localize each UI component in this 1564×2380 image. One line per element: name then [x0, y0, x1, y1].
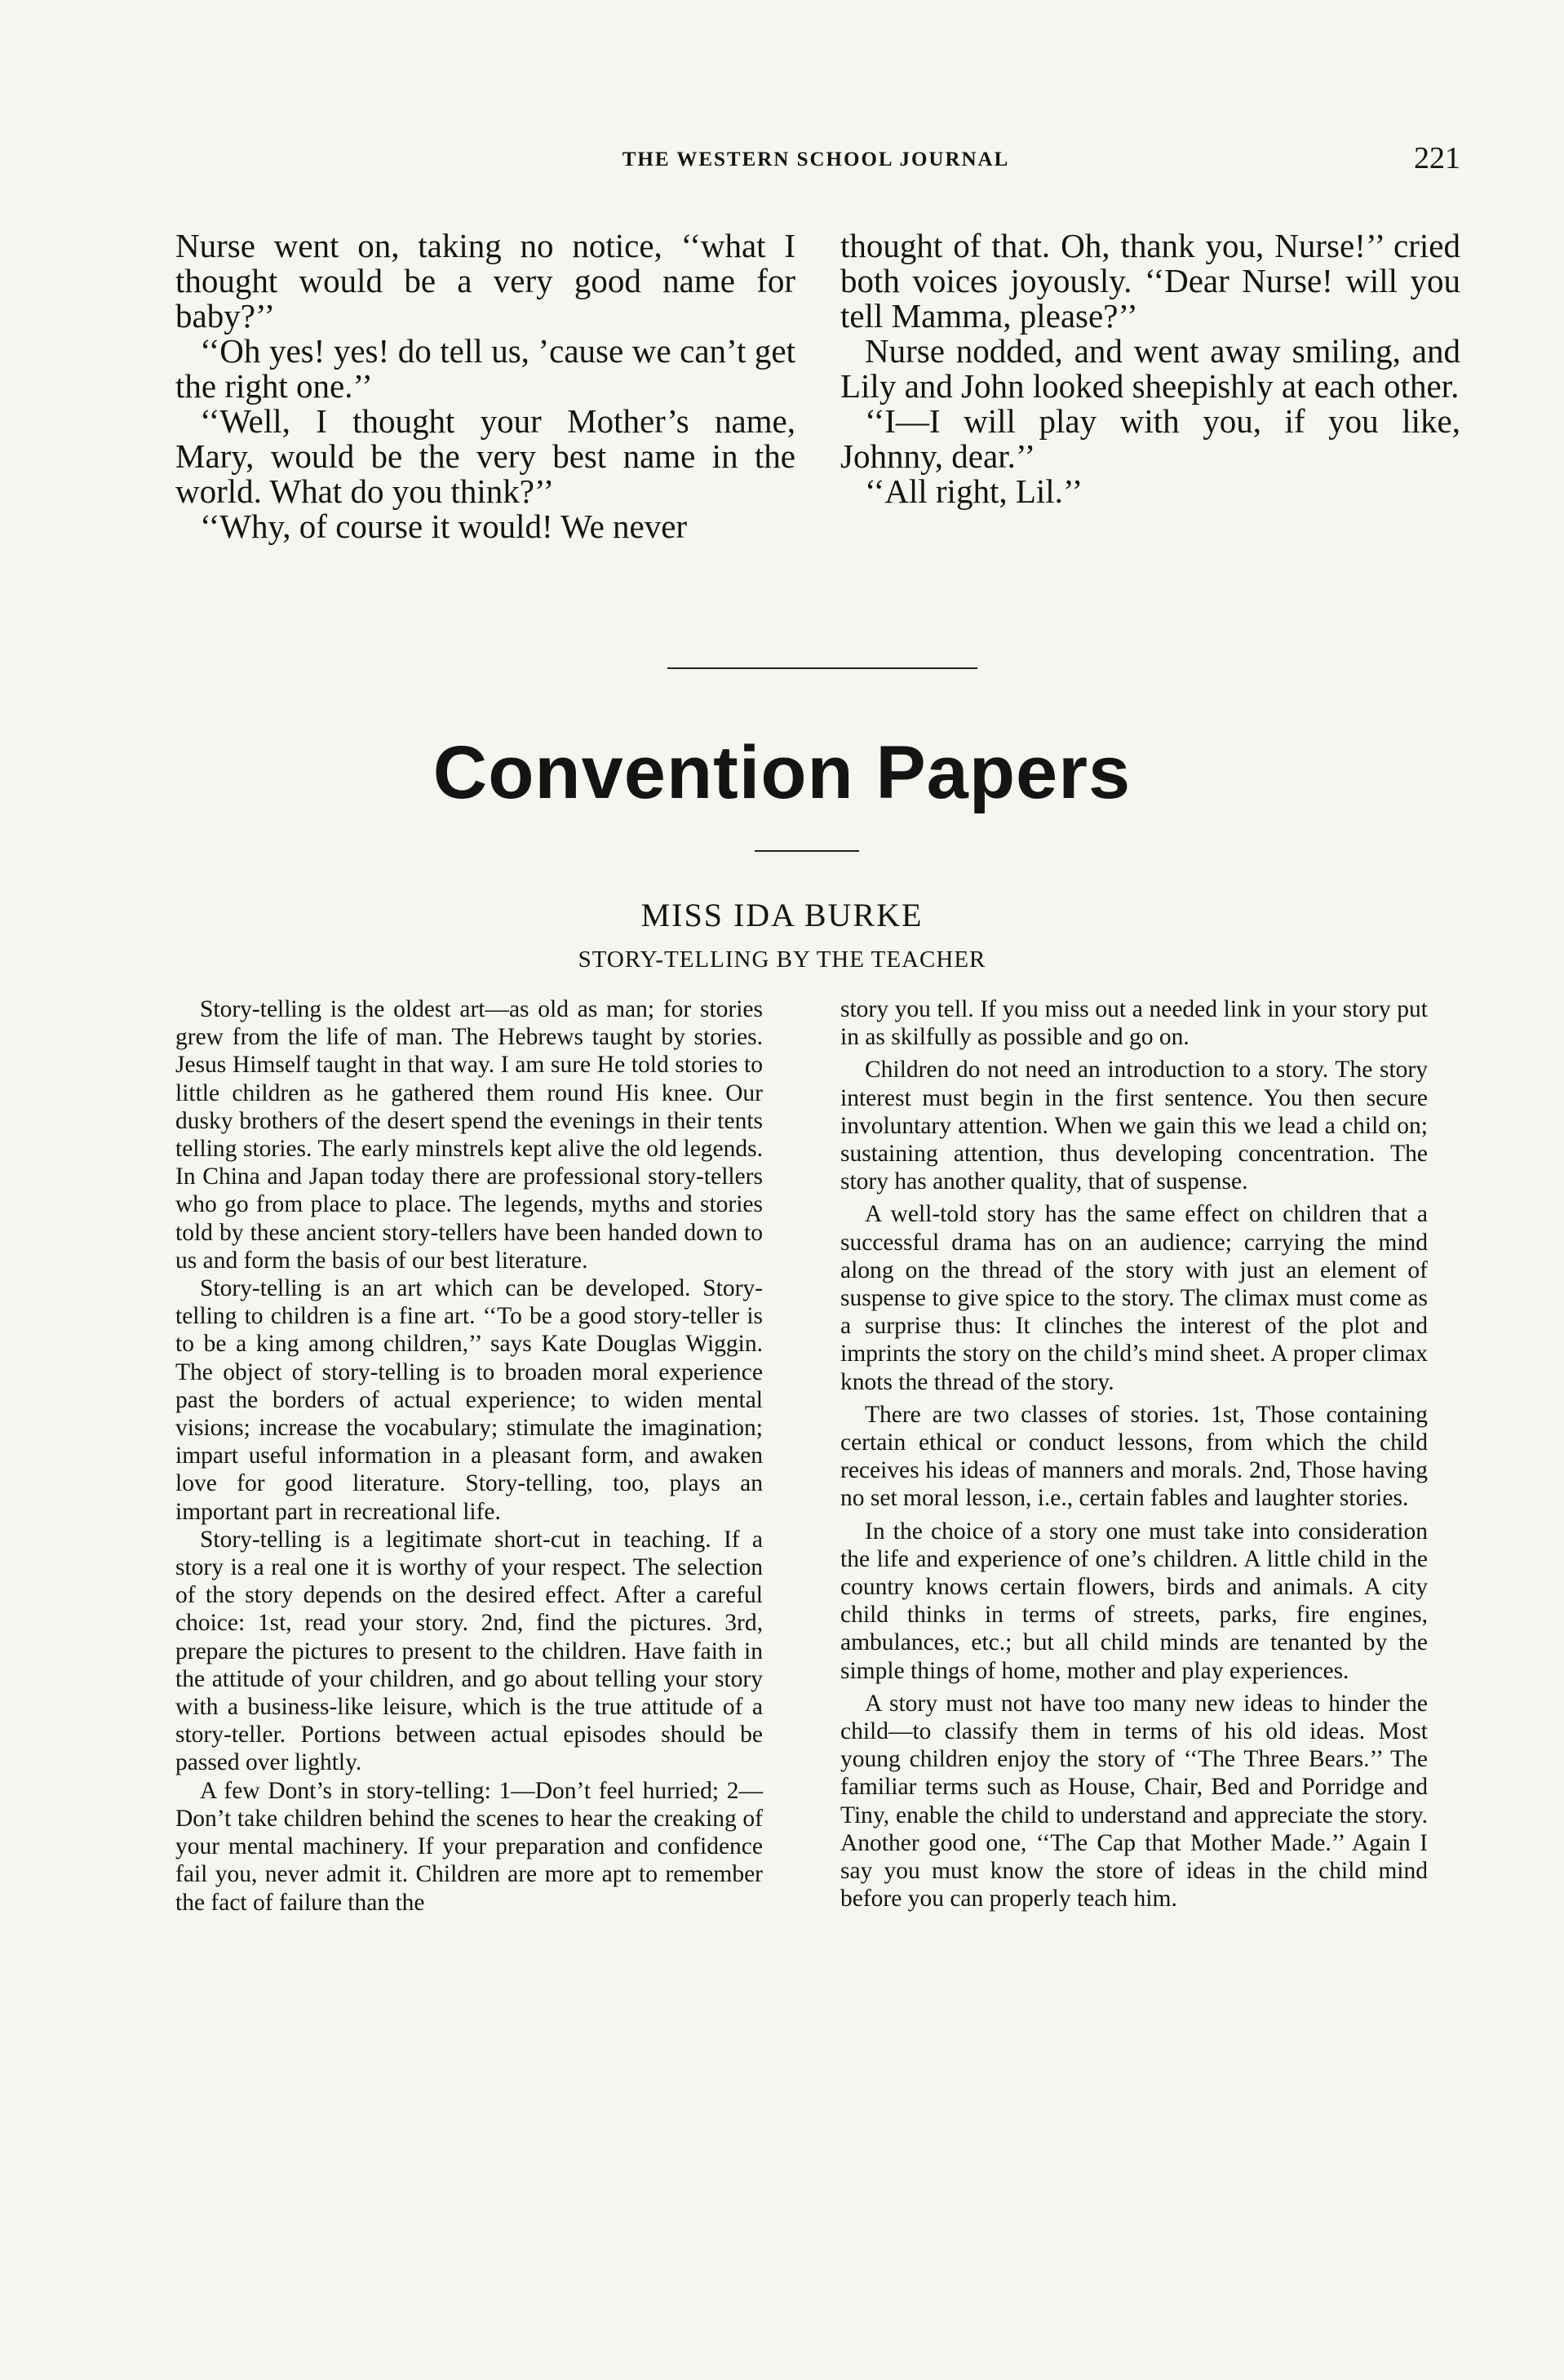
article-subtitle: STORY-TELLING BY THE TEACHER: [578, 946, 986, 973]
essay-paragraph: A story must not have too many new ideas to hinder the child—to classify them in terms of his old ideas. Most young children enjoy the story of ‘‘The Three Bears.’’ The familiar terms such as House, Chair, Bed and Porridge and Tiny, enable the child to understand and appreciate the story. Another good one, ‘‘The Cap that Mother Made.’’ Again I say you must know the store of ideas in the child mind before you can properly teach him.: [840, 1690, 1428, 1912]
story-paragraph: thought of that. Oh, thank you, Nurse!’’ cried both voices joyously. ‘‘Dear Nurse! will you tell Mamma, please?’’: [840, 227, 1460, 335]
essay-paragraph: There are two classes of stories. 1st, Those containing certain ethical or conduct lessons, from which the child receives his ideas of manners and morals. 2nd, Those having no set moral lesson, i.e., certain fables and laughter stories.: [840, 1401, 1428, 1512]
story-column-left: [175, 228, 795, 544]
essay-paragraph: A few Dont’s in story-telling: 1—Don’t feel hurried; 2—Don’t take children behind the scenes to hear the creaking of your mental machinery. If your preparation and confidence fail you, never admit it. Children are more apt to remember the fact of failure than the: [175, 1777, 763, 1916]
story-paragraph: Nurse nodded, and went away smiling, and Lily and John looked sheepishly at each other.: [840, 332, 1460, 405]
essay-paragraph: Story-telling is a legitimate short-cut in teaching. If a story is a real one it is worthy of your respect. The selection of the story depends on the desired effect. After a careful choice: 1st, read your story. 2nd, find the pictures. 3rd, prepare the pictures to present to the children. Have faith in the attitude of your children, and go about telling your story with a business-like leisure, which is the true attitude of a story-teller. Portions between actual episodes should be passed over lightly.: [175, 1526, 763, 1776]
essay-column-right: [840, 995, 1428, 1918]
essay-paragraph: In the choice of a story one must take into consideration the life and experience of one’s children. A little child in the country knows certain flowers, birds and animals. A city child thinks in terms of streets, parks, fire engines, ambulances, etc.; but all child minds are tenanted by the simple things of home, mother and play experiences.: [840, 1518, 1428, 1684]
story-paragraph: ‘‘Oh yes! yes! do tell us, ’cause we can’t get the right one.’’: [175, 332, 795, 405]
essay-paragraph: Story-telling is the oldest art—as old as man; for stories grew from the life of man. The Hebrews taught by stories. Jesus Himself taught in that way. I am sure He told stories to little children as he gathered them round His knee. Our dusky brothers of the desert spend the evenings in their tents telling stories. The early minstrels kept alive the old legends. In China and Japan today there are professional story-tellers who go from place to place. The legends, myths and stories told by these ancient story-tellers have been handed down to us and form the basis of our best literature.: [175, 996, 763, 1274]
section-divider: [667, 667, 977, 669]
title-underline: [755, 850, 859, 852]
essay-paragraph: Story-telling is an art which can be developed. Story-telling to children is a fine art. ‘‘To be a good story-teller is to be a king among children,’’ says Kate Douglas Wiggin. The object of story-telling is to broaden moral experience past the borders of actual experience; to widen mental visions; increase the vocabulary; stimulate the imagination; impart useful information in a pleasant form, and awaken love for good literature. Story-telling, too, plays an important part in recreational life.: [175, 1275, 763, 1525]
essay-paragraph: Children do not need an introduction to a story. The story interest must begin in the first sentence. You then secure involuntary attention. When we gain this we lead a child on; sustaining attention, thus developing concentration. The story has another quality, that of suspense.: [840, 1057, 1428, 1195]
essay-column-left: [175, 995, 763, 1917]
page-number: 221: [1414, 141, 1460, 175]
section-title: Convention Papers: [432, 731, 1132, 814]
story-paragraph: ‘‘All right, Lil.’’: [865, 472, 1083, 510]
story-paragraph: ‘‘Why, of course it would! We never: [200, 507, 688, 545]
story-column-right: [840, 228, 1460, 509]
essay-paragraph: A well-told story has the same effect on children that a successful drama has on an audience; carrying the mind along on the thread of the story with just an element of suspense to give spice to the story. The climax must come as a surprise thus: It clinches the interest of the plot and imprints the story on the child’s mind sheet. A proper climax knots the thread of the story.: [840, 1201, 1428, 1395]
page-header: [171, 140, 1460, 189]
author-name: MISS IDA BURKE: [640, 897, 924, 933]
essay-paragraph: story you tell. If you miss out a needed link in your story put in as skilfully as possible and go on.: [840, 996, 1428, 1051]
running-title: THE WESTERN SCHOOL JOURNAL: [622, 148, 1010, 171]
story-paragraph: ‘‘Well, I thought your Mother’s name, Mary, would be the very best name in the world. What do you think?’’: [175, 402, 795, 510]
story-paragraph: ‘‘I—I will play with you, if you like, Johnny, dear.’’: [840, 402, 1460, 475]
story-paragraph: Nurse went on, taking no notice, ‘‘what I thought would be a very good name for baby?’’: [175, 227, 795, 335]
